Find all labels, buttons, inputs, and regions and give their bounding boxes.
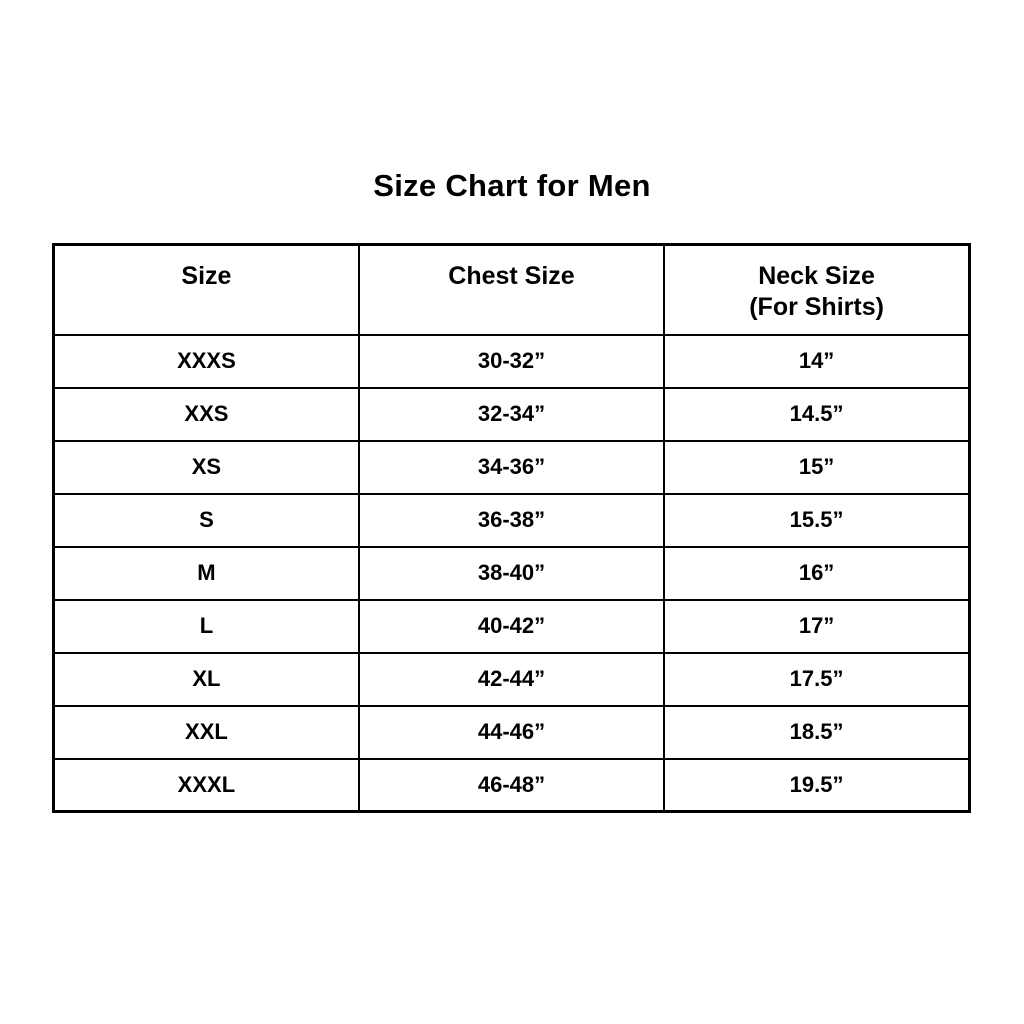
size-cell: XS [54, 441, 359, 494]
table-row [54, 653, 970, 706]
chest-size-cell: 34-36” [359, 441, 664, 494]
col-header-neck-size-sublabel: (For Shirts) [749, 293, 884, 321]
table-row [54, 388, 970, 441]
size-cell: XXXS [54, 335, 359, 388]
header-row [54, 245, 970, 335]
size-cell: S [54, 494, 359, 547]
size-cell: M [54, 547, 359, 600]
neck-size-cell: 14” [664, 335, 969, 388]
size-cell: XXXL [54, 759, 359, 812]
chest-size-cell: 42-44” [359, 653, 664, 706]
size-chart-table [52, 243, 971, 813]
neck-size-cell: 17.5” [664, 653, 969, 706]
table-row [54, 494, 970, 547]
col-header-size-label: Size [181, 262, 232, 290]
chest-size-cell: 46-48” [359, 759, 664, 812]
chest-size-cell: 38-40” [359, 547, 664, 600]
neck-size-cell: 18.5” [664, 706, 969, 759]
neck-size-cell: 15” [664, 441, 969, 494]
table-row [54, 706, 970, 759]
neck-size-cell: 15.5” [664, 494, 969, 547]
col-header-size [54, 245, 359, 335]
neck-size-cell: 14.5” [664, 388, 969, 441]
col-header-chest-size-label: Chest Size [448, 262, 575, 290]
table-row [54, 547, 970, 600]
chest-size-cell: 44-46” [359, 706, 664, 759]
chest-size-cell: 40-42” [359, 600, 664, 653]
neck-size-cell: 16” [664, 547, 969, 600]
size-cell: L [54, 600, 359, 653]
page-title: Size Chart for Men [373, 168, 651, 203]
table-header [54, 245, 970, 335]
table-body [54, 335, 970, 812]
size-cell: XXL [54, 706, 359, 759]
table-row [54, 600, 970, 653]
col-header-chest-size [359, 245, 664, 335]
col-header-neck-size [664, 245, 969, 335]
chest-size-cell: 36-38” [359, 494, 664, 547]
col-header-neck-size-label: Neck Size [758, 262, 875, 290]
table-row [54, 335, 970, 388]
size-cell: XXS [54, 388, 359, 441]
neck-size-cell: 19.5” [664, 759, 969, 812]
table-row [54, 441, 970, 494]
size-cell: XL [54, 653, 359, 706]
chest-size-cell: 30-32” [359, 335, 664, 388]
table-row [54, 759, 970, 812]
neck-size-cell: 17” [664, 600, 969, 653]
chest-size-cell: 32-34” [359, 388, 664, 441]
